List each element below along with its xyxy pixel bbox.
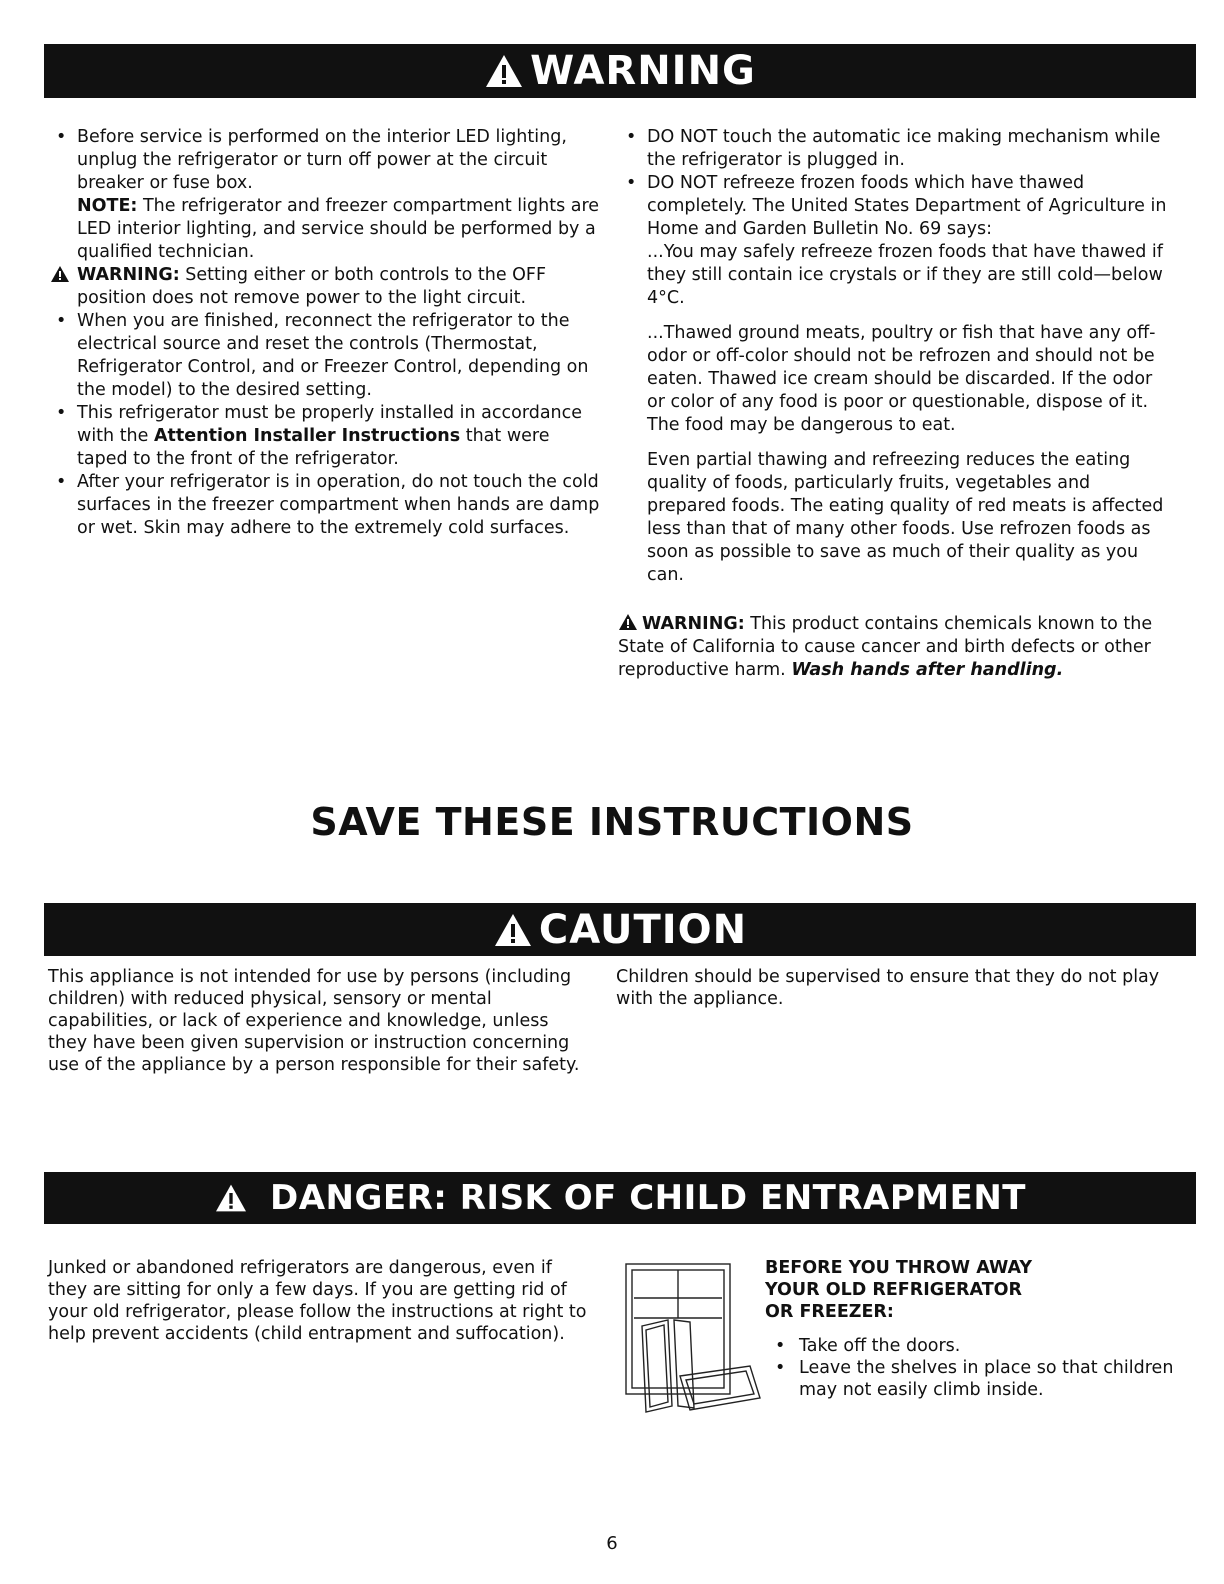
note-paragraph: [48, 195, 600, 264]
prop65-label: WARNING:: [642, 614, 745, 634]
warning-triangle-icon: [214, 1183, 248, 1213]
warning-left-column: [48, 126, 600, 540]
prop65-warning: [618, 613, 1174, 682]
danger-left-text: Junked or abandoned refrigerators are dangerous, even if they are sitting for only a few days. If you are getting rid of your old refrigerator, please follow the instructions at right to help prevent accidents (child entrapment and suffocation).: [48, 1258, 587, 1344]
prop65-text: This product contains chemicals known to the State of California to cause cancer and birth defects or other reproductive harm.: [618, 614, 1153, 680]
caution-banner-title: CAUTION: [538, 906, 748, 953]
warning-banner-title: WARNING: [530, 48, 756, 94]
disposal-item-shelves: • Leave the shelves in place so that children may not easily climb inside.: [765, 1357, 1175, 1401]
warning-triangle-icon: [484, 53, 524, 89]
disposal-instructions: [765, 1257, 1175, 1401]
disposal-heading-line-3: OR FREEZER:: [765, 1302, 894, 1322]
warning-label: WARNING:: [77, 265, 180, 285]
note-label: NOTE:: [77, 196, 138, 216]
usda-quote-2: ...Thawed ground meats, poultry or fish that have any off-odor or off-color should not be refrozen and should not be eaten. Thawed ice cream should be discarded. If the odor or color of any food is poor or questionable, dispose of it. The food may be dangerous to eat.: [647, 323, 1156, 435]
warning-bullet-cold-surfaces: • After your refrigerator is in operation, do not touch the cold surfaces in the freezer compartment when hands are damp or wet. Skin may adhere to the extremely cold surfaces.: [48, 471, 600, 540]
warning-bullet-ice-maker: • DO NOT touch the automatic ice making mechanism while the refrigerator is plugged in.: [618, 126, 1174, 172]
warning-triangle-icon: [493, 912, 533, 948]
install-text-pre: This refrigerator must be properly installed in accordance with the: [77, 403, 583, 446]
usda-quote-1: ...You may safely refreeze frozen foods that have thawed if they still contain ice crystals or if they are still cold—below 4°C.: [647, 242, 1163, 308]
disposal-heading: [765, 1257, 1175, 1323]
warning-bullet-install: [48, 402, 600, 471]
warning-right-column: [618, 126, 1174, 682]
thawing-paragraph: Even partial thawing and refreezing reduces the eating quality of foods, particularly fruits, vegetables and prepared foods. The eating quality of red meats is affected less than that of many other foods. Use refrozen foods as soon as possible to save as much of their quality as you can.: [647, 450, 1164, 585]
warning-off-paragraph: [48, 264, 600, 310]
warning-bullet-refreeze: • DO NOT refreeze frozen foods which have thawed completely. The United States Department of Agriculture in Home and Garden Bulletin No. 69 says:: [618, 172, 1174, 241]
caution-right-text: Children should be supervised to ensure that they do not play with the appliance.: [616, 967, 1160, 1009]
caution-banner: [44, 903, 1196, 956]
disposal-heading-line-1: BEFORE YOU THROW AWAY: [765, 1258, 1033, 1278]
install-text-post: that were taped to the front of the refrigerator.: [77, 426, 550, 469]
warning-text: Setting either or both controls to the OFF position does not remove power to the light circuit.: [77, 265, 547, 308]
prop65-emphasis: Wash hands after handling.: [791, 660, 1064, 680]
danger-banner-title: DANGER: RISK OF CHILD ENTRAPMENT: [270, 1178, 1026, 1218]
warning-bullet-led: • Before service is performed on the interior LED lighting, unplug the refrigerator or turn off power at the circuit breaker or fuse box.: [48, 126, 600, 195]
warning-bullet-reconnect: • When you are finished, reconnect the refrigerator to the electrical source and reset the controls (Thermostat, Refrigerator Control, and or Freezer Control, depending on the model) to the desired setting.: [48, 310, 600, 402]
warning-triangle-icon: [618, 613, 638, 631]
warning-triangle-icon: [50, 265, 70, 283]
installer-instructions-ref: Attention Installer Instructions: [153, 426, 461, 446]
disposal-item-doors: • Take off the doors.: [765, 1335, 1175, 1357]
note-text: The refrigerator and freezer compartment lights are LED interior lighting, and service should be performed by a qualified technician.: [77, 196, 600, 262]
caution-left-text: This appliance is not intended for use by persons (including children) with reduced physical, sensory or mental capabilities, or lack of experience and knowledge, unless they have been given supervision or instruction concerning use of the appliance by a person responsible for their safety.: [48, 967, 580, 1075]
page-number: 6: [606, 1533, 618, 1554]
disposal-heading-line-2: YOUR OLD REFRIGERATOR: [765, 1280, 1022, 1300]
danger-banner: [44, 1172, 1196, 1224]
refrigerator-illustration: [620, 1258, 770, 1418]
save-instructions-title: SAVE THESE INSTRUCTIONS: [310, 800, 914, 844]
warning-banner: [44, 44, 1196, 98]
